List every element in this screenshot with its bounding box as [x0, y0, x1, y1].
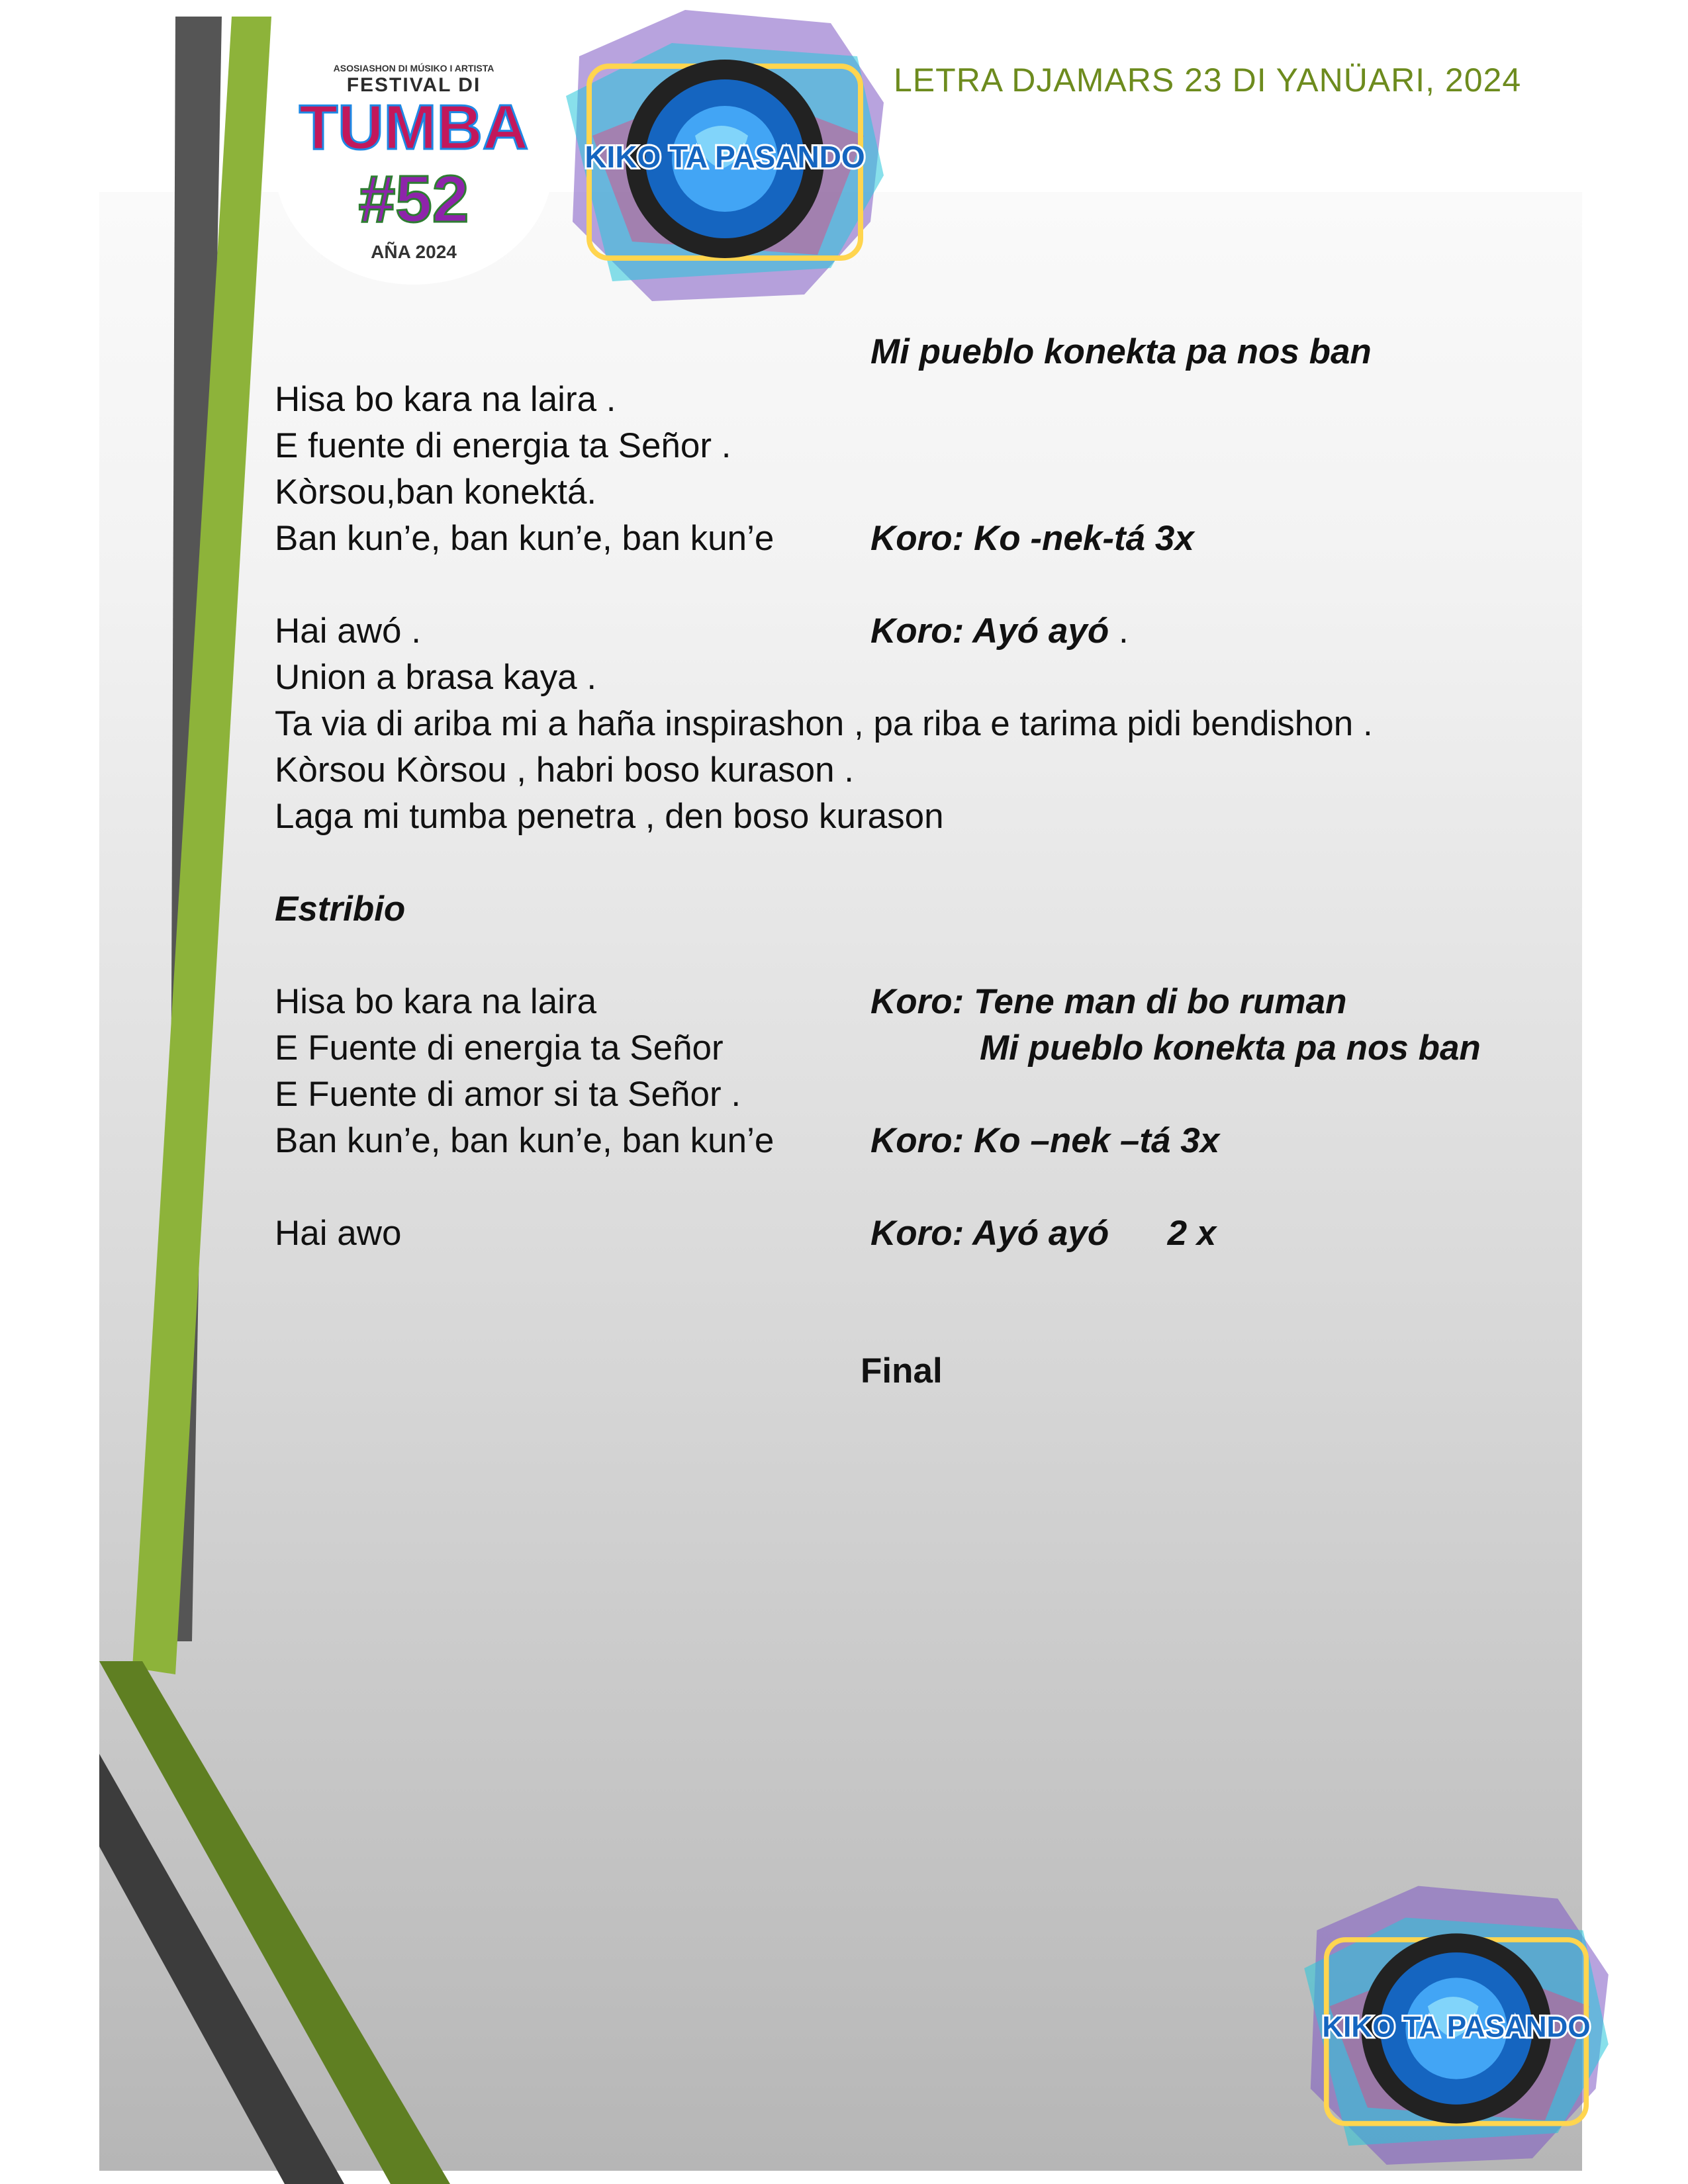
intro-koro-line: Mi pueblo konekta pa nos ban — [870, 332, 1372, 371]
verse1-line4: Ban kun’e, ban kun’e, ban kun’e — [275, 519, 774, 558]
verse2-line3: Ta via di ariba mi a haña inspirashon , pa riba e tarima pidi bendishon . — [275, 704, 1373, 743]
verse2-line5: Laga mi tumba penetra , den boso kurason — [275, 797, 944, 836]
verse1-line4-koro: Koro: Ko -nek-tá 3x — [870, 519, 1194, 558]
verse2-line1-koro: Koro: Ayó ayó — [870, 612, 1109, 651]
verse1-line3: Kòrsou,ban konektá. — [275, 473, 597, 512]
verse2-line1-koro-tail: . — [1109, 612, 1129, 651]
verse2-line4: Kòrsou Kòrsou , habri boso kurason . — [275, 751, 854, 790]
estribio-heading: Estribio — [275, 889, 406, 929]
festival-number-text: #52 — [358, 162, 469, 236]
estribio-line2-koro: Mi pueblo konekta pa nos ban — [980, 1028, 1481, 1068]
page-header-title: LETRA DJAMARS 23 DI YANÜARI, 2024 — [894, 62, 1522, 99]
verse1-line2: E fuente di energia ta Señor . — [275, 426, 731, 465]
verse1-line1: Hisa bo kara na laira . — [275, 380, 616, 419]
estribio-line4-koro: Koro: Ko –nek –tá 3x — [870, 1121, 1220, 1160]
festival-tumba-text: TUMBA — [299, 92, 529, 163]
verse2-line1: Hai awó . — [275, 612, 421, 651]
estribio-line2: E Fuente di energia ta Señor — [275, 1028, 724, 1068]
estribio-line4: Ban kun’e, ban kun’e, ban kun’e — [275, 1121, 774, 1160]
final-label: Final — [861, 1351, 943, 1390]
festival-year-text: AÑA 2024 — [371, 242, 457, 262]
estribio-line3: E Fuente di amor si ta Señor . — [275, 1075, 741, 1114]
estribio-line1-koro: Koro: Tene man di bo ruman — [870, 982, 1347, 1021]
kiko-top-text: KIKO TA PASANDO — [585, 140, 865, 174]
estribio-line1: Hisa bo kara na laira — [275, 982, 597, 1021]
festival-line1-text: FESTIVAL DI — [346, 74, 481, 96]
verse2-line1-koro-wrap — [870, 614, 1129, 649]
festival-tumba-logo — [268, 40, 559, 291]
kiko-ta-pasando-logo-top — [553, 3, 897, 314]
verse2-line2: Union a brasa kaya . — [275, 658, 597, 697]
kiko-bottom-text: KIKO TA PASANDO — [1322, 2011, 1591, 2044]
festival-org-text: ASOSIASHON DI MÚSIKO I ARTISTA — [333, 63, 494, 73]
estribio-line5-koro: Koro: Ayó ayó 2 x — [870, 1214, 1217, 1253]
estribio-line5: Hai awo — [275, 1214, 402, 1253]
kiko-ta-pasando-logo-bottom — [1258, 1880, 1655, 2177]
